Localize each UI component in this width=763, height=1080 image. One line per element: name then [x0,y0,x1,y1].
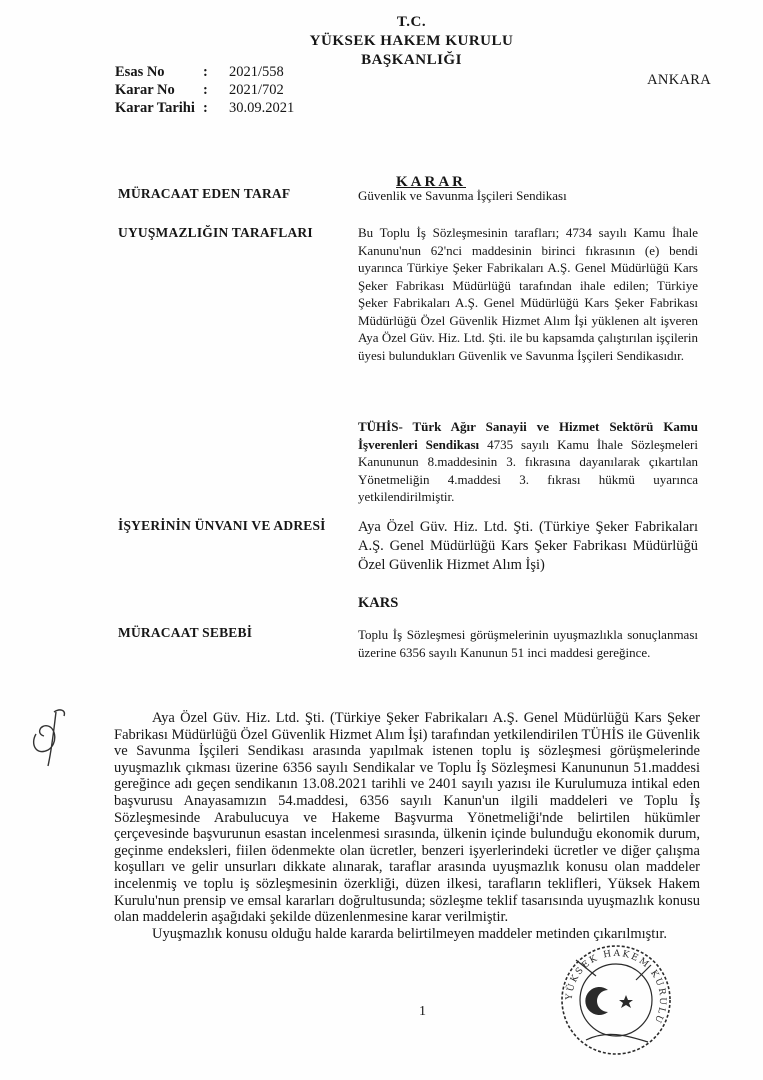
handwritten-initial [26,704,78,768]
applicant-value: Güvenlik ve Savunma İşçileri Sendikası [358,188,567,203]
meta-colon: : [203,82,208,98]
meta-date-row [115,100,294,118]
case-meta [115,64,294,118]
body-paragraph-2: Uyuşmazlık konusu olduğu halde kararda belirtilmeyen maddeler metinden çıkarılmıştır. [152,925,668,942]
city-label: ANKARA [647,72,711,88]
employer-union-text: 4735 sayılı Kamu İhale Sözleşmeleri Kanununun 8.maddesinin 3. fıkrasına dayanılarak çıkartılan Yönetmeliğin 4.maddesi 3. fıkrası hükmü uyarınca yetkilendirilmiştir. [358,436,698,504]
workplace-value: Aya Özel Güv. Hiz. Ltd. Şti. (Türkiye Şeker Fabrikaları A.Ş. Genel Müdürlüğü Kars Şeker Fabrikası Müdürlüğü Özel Güvenlik Hizmet Alım İşi) [358,519,698,573]
meta-colon: : [203,64,208,80]
employer-union-name: TÜHİS- Türk Ağır Sanayii ve Hizmet Sektörü Kamu İşverenleri Sendikası [358,419,698,452]
workplace-label: İŞYERİNİN ÜNVANI VE ADRESİ [118,518,326,533]
parties-paragraph-1: Bu Toplu İş Sözleşmesinin tarafları; 4734 sayılı Kamu İhale Kanunu'nun 62'nci maddesinin birinci fıkrasının (e) bendi uyarınca Türkiye Şeker Fabrikaları A.Ş. Genel Müdürlüğü Kars Şeker Fabrikası Müdürlüğü tarafından ihale edilen; Türkiye Şeker Fabrikaları A.Ş. Genel Müdürlüğü Kars Şeker Fabrikası Müdürlüğü Özel Güvenlik Hizmet Alım İşi yüklenen alt işveren Aya Özel Güv. Hiz. Ltd. Şti. ile bu kapsamda çalıştırılan işçilerin üyesi bulundukları Güvenlik ve Savunma İşçileri Sendikasıdır. [358,225,698,363]
reason-label: MÜRACAAT SEBEBİ [118,625,253,640]
meta-value: 30.09.2021 [229,100,295,116]
reason-value: Toplu İş Sözleşmesi görüşmelerinin uyuşmazlıkla sonuçlanması üzerine 6356 sayılı Kanunun 51 inci maddesi gereğince. [358,627,698,660]
header-presidency: BAŞKANLIĞI [361,52,462,68]
meta-colon: : [203,100,208,116]
seal-text: YÜKSEK HAKEM KURULU [564,948,668,1026]
document-title: KARAR [396,174,466,190]
header-tc: T.C. [396,14,427,30]
meta-karar-row [115,82,294,100]
meta-key: Karar No [115,82,175,98]
decision-body [114,710,700,942]
header-institution: YÜKSEK HAKEM KURULU [309,33,514,49]
official-seal [556,940,676,1060]
parties-paragraph-2 [358,418,698,506]
svg-text:YÜKSEK HAKEM KURULU [564,949,667,1026]
meta-key: Esas No [115,64,165,80]
applicant-label: MÜRACAAT EDEN TARAF [118,186,291,201]
meta-value: 2021/558 [229,64,284,80]
page-number: 1 [419,1004,426,1019]
meta-esas-row [115,64,294,82]
workplace-city: KARS [358,595,399,611]
body-paragraph-1: Aya Özel Güv. Hiz. Ltd. Şti. (Türkiye Şeker Fabrikaları A.Ş. Genel Müdürlüğü Kars Şeker Fabrikası Müdürlüğü Özel Güvenlik Hizmet Alım İşi) tarafından yetkilendirilen TÜHİS ile Güvenlik ve Savunma İşçileri Sendikası arasında yapılmak istenen toplu iş sözleşmesi görüşmelerinde uyuşmazlık çıkması üzerine 6356 sayılı Sendikalar ve Toplu İş Sözleşmesi Kanununun 51.maddesi gereğince adı geçen sendikanın 13.08.2021 tarihli ve 2401 sayılı yazısı ile Kurulumuza intikal eden başvurusu Anayasamızın 54.maddesi, 6356 sayılı Kanun'un ilgili maddeleri ve Toplu İş Sözleşmesinde Arabulucuya ve Hakeme Başvurma Yönetmeliği'nde belirtilen hükümler çerçevesinde başvurunun esastan incelenmesi sırasında, ülkenin içinde bulunduğu ekonomik durum, geçinme endeksleri, fiilen ödenmekte olan ücretler, benzeri işyerlerindeki ücretler ve diğer çalışma koşulları ve gelir unsurları dikkate alınarak, taraflar arasında uyuşmazlık konusu olan maddeler incelenmiş ve toplu iş sözleşmesinin özerkliği, düzen ilkesi, tarafların teklifleri, Yüksek Hakem Kurulu'nun prensip ve emsal kararları doğrultusunda; sözleşme teklif tasarısında uyuşmazlık konusu olan maddelerin aşağıdaki şekilde düzenlenmesine karar verilmiştir. [114,710,700,926]
parties-label: UYUŞMAZLIĞIN TARAFLARI [118,225,313,240]
meta-value: 2021/702 [229,82,284,98]
meta-key: Karar Tarihi [115,100,195,116]
